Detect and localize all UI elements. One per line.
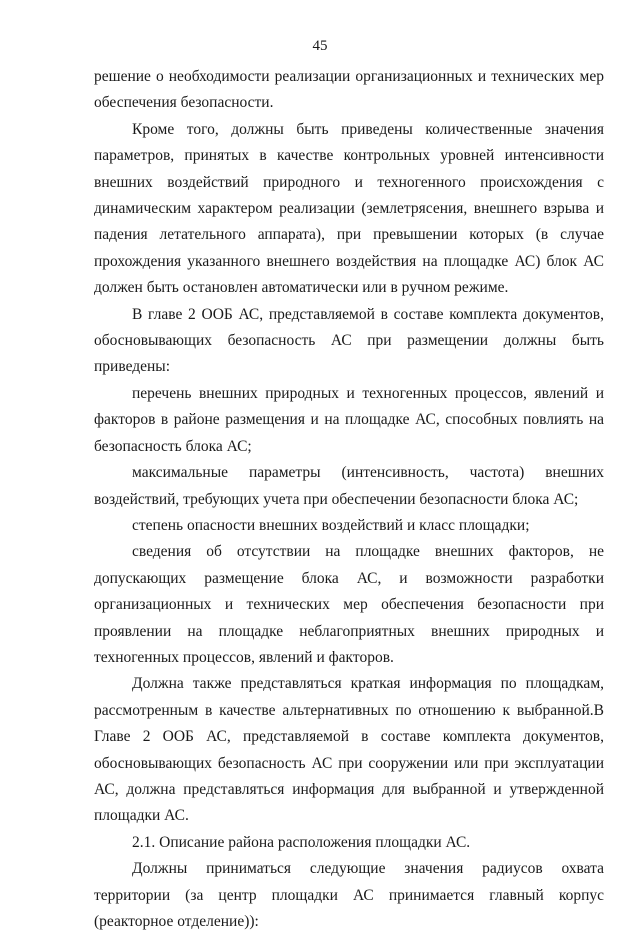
document-body — [94, 64, 604, 935]
paragraph-radii: Должны приниматься следующие значения радиусов охвата территории (за центр площадки АС принимается главный корпус (реакторное отделение)): — [94, 860, 604, 930]
list-item-max-parameters: максимальные параметры (интенсивность, частота) внешних воздействий, требующих учета при обеспечении безопасности блока АС; — [94, 464, 604, 508]
paragraph-continuation: решение о необходимости реализации организационных и технических мер обеспечения безопасности. — [94, 68, 604, 112]
paragraph-chapter-2-intro: В главе 2 ООБ АС, представляемой в составе комплекта документов, обосновывающих безопасность АС при размещении должны быть приведены: — [94, 305, 604, 376]
paragraph-alternative-sites: Должна также представляться краткая информация по площадкам, рассмотренным в качестве альтернативных по отношению к выбранной.В Главе 2 ООБ АС, представляемой в составе комплекта документов, обосновывающих безопасность АС при сооружении или при эксплуатации АС, должна представляться информация для выбранной и утвержденной площадки АС. — [94, 675, 604, 825]
list-item-processes: перечень внешних природных и техногенных процессов, явлений и факторов в районе размещения и на площадке АС, способных повлиять на безопасность блока АС; — [94, 384, 604, 455]
list-item-absence-of-factors: сведения об отсутствии на площадке внешних факторов, не допускающих размещение блока АС, и возможности разработки организационных и технических мер обеспечения безопасности при проявлении на площадке неблагоприятных внешних природных и техногенных процессов, явлений и факторов. — [94, 543, 604, 666]
list-item-hazard-degree: степень опасности внешних воздействий и класс площадки; — [132, 516, 530, 534]
section-heading-2-1: 2.1. Описание района расположения площадки АС. — [132, 833, 471, 851]
page-number: 45 — [312, 38, 328, 54]
paragraph-control-levels: Кроме того, должны быть приведены количественные значения параметров, принятых в качестве контрольных уровней интенсивности внешних воздействий природного и техногенного происхождения с динамическим характером реализации (землетрясения, внешнего взрыва и падения летательного аппарата), при превышении которых (в случае прохождения указанного внешнего воздействия на площадке АС) блок АС должен быть остановлен автоматически или в ручном режиме. — [94, 120, 604, 297]
